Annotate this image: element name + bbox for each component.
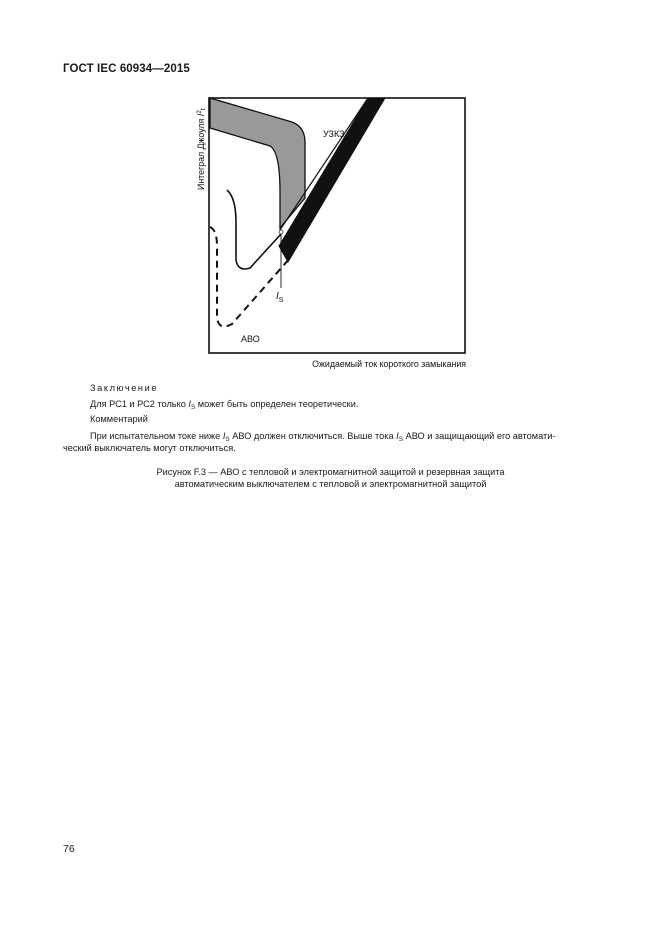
comment-text-line1: При испытательном токе ниже $I_S$ АВО должен отключиться. Выше тока $I_S$ АВО и защищающий его автомати- (90, 431, 556, 443)
label-abo: АВО (241, 334, 260, 344)
label-is: $I_S$ (276, 291, 284, 304)
x-axis-label: Ожидаемый ток короткого замыкания (312, 359, 466, 369)
abo-solid-curve (227, 190, 281, 269)
conclusion-heading: Заключение (90, 383, 159, 393)
comment-heading: Комментарий (90, 414, 148, 424)
uzkz-band (210, 98, 305, 228)
conclusion-text: Для РС1 и РС2 только $I_S$ может быть определен теоретически. (90, 399, 359, 411)
label-uzkz: УЗКЗ (323, 129, 345, 139)
y-axis-label: Интеграл Джоуля $I^2_t$ (196, 108, 207, 190)
comment-text-line2: ческий выключатель могут отключиться. (63, 443, 236, 453)
document-header: ГОСТ IEC 60934—2015 (63, 63, 190, 75)
figure-caption-line1: Рисунок F.3 — АВО с тепловой и электромагнитной защитой и резервная защита (156, 467, 505, 477)
figure-caption-line2: автоматическим выключателем с тепловой и электромагнитной защитой (174, 479, 487, 489)
abo-dashed-curve (210, 227, 290, 326)
page-number: 76 (63, 843, 75, 855)
is-point (279, 230, 283, 234)
figure-f3-diagram (0, 0, 661, 380)
